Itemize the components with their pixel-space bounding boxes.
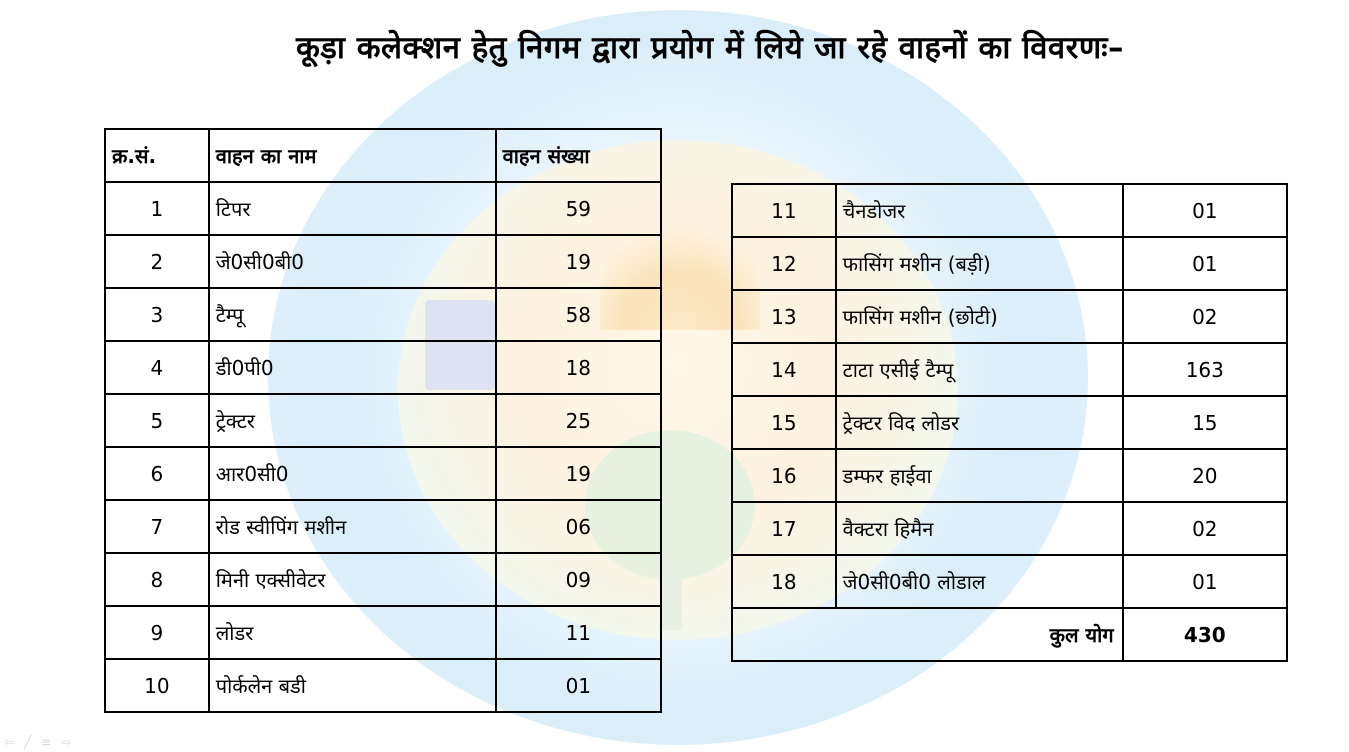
vehicle-count-cell: 18 (496, 341, 661, 394)
serial-cell: 15 (732, 396, 836, 449)
vehicle-count-cell: 19 (496, 235, 661, 288)
table-row (732, 555, 1287, 608)
vehicle-count-cell: 20 (1123, 449, 1287, 502)
total-label: कुल योग (732, 608, 1123, 661)
vehicle-count-cell: 01 (1123, 237, 1287, 290)
slide-nav-toolbar (4, 735, 81, 749)
vehicle-name-cell: फासिंग मशीन (छोटी) (836, 290, 1123, 343)
table-row (732, 290, 1287, 343)
vehicle-name-cell: डी0पी0 (209, 341, 496, 394)
serial-cell: 7 (105, 500, 209, 553)
serial-cell: 10 (105, 659, 209, 712)
table-row (105, 235, 661, 288)
vehicle-count-cell: 02 (1123, 502, 1287, 555)
vehicle-name-cell: ट्रेक्टर (209, 394, 496, 447)
vehicle-count-cell: 58 (496, 288, 661, 341)
vehicle-name-cell: टिपर (209, 182, 496, 235)
serial-cell: 1 (105, 182, 209, 235)
table-row (105, 288, 661, 341)
vehicle-name-cell: टाटा एसीई टैम्पू (836, 343, 1123, 396)
serial-cell: 3 (105, 288, 209, 341)
page-title: कूड़ा कलेक्शन हेतु निगम द्वारा प्रयोग में लिये जा रहे वाहनों का विवरणः– (296, 30, 1125, 66)
table-row (105, 447, 661, 500)
table-row (732, 396, 1287, 449)
menu-icon[interactable]: ≡ (41, 735, 62, 749)
vehicle-name-cell: डम्फर हाईवा (836, 449, 1123, 502)
table-row (105, 182, 661, 235)
watermark-tree-trunk (660, 560, 682, 630)
vehicle-name-cell: जे0सी0बी0 (209, 235, 496, 288)
header-vehicle-name: वाहन का नाम (209, 129, 496, 182)
vehicle-name-cell: पोर्कलेन बडी (209, 659, 496, 712)
table-row (105, 553, 661, 606)
table-row (105, 500, 661, 553)
table-header-row (105, 129, 661, 182)
serial-cell: 17 (732, 502, 836, 555)
vehicle-count-cell: 15 (1123, 396, 1287, 449)
table-row (732, 449, 1287, 502)
vehicle-name-cell: चैनडोजर (836, 184, 1123, 237)
vehicle-name-cell: वैक्टरा हिमैन (836, 502, 1123, 555)
serial-cell: 12 (732, 237, 836, 290)
next-arrow-icon[interactable]: ⇨ (61, 735, 82, 749)
vehicle-name-cell: फासिंग मशीन (बड़ी) (836, 237, 1123, 290)
vehicle-count-cell: 59 (496, 182, 661, 235)
pen-icon[interactable]: ╱ (24, 735, 42, 749)
vehicle-count-cell: 06 (496, 500, 661, 553)
vehicle-name-cell: आर0सी0 (209, 447, 496, 500)
header-vehicle-count: वाहन संख्या (496, 129, 661, 182)
vehicle-count-cell: 01 (1123, 184, 1287, 237)
serial-cell: 4 (105, 341, 209, 394)
serial-cell: 2 (105, 235, 209, 288)
vehicle-name-cell: मिनी एक्सीवेटर (209, 553, 496, 606)
vehicle-count-cell: 01 (496, 659, 661, 712)
table-row (732, 184, 1287, 237)
serial-cell: 14 (732, 343, 836, 396)
vehicle-count-cell: 02 (1123, 290, 1287, 343)
serial-cell: 6 (105, 447, 209, 500)
vehicle-name-cell: ट्रेक्टर विद लोडर (836, 396, 1123, 449)
total-value: 430 (1123, 608, 1287, 661)
table-row (732, 237, 1287, 290)
total-row (732, 608, 1287, 661)
serial-cell: 16 (732, 449, 836, 502)
table-row (105, 659, 661, 712)
table-row (105, 394, 661, 447)
vehicle-count-cell: 19 (496, 447, 661, 500)
serial-cell: 18 (732, 555, 836, 608)
vehicle-name-cell: रोड स्वीपिंग मशीन (209, 500, 496, 553)
vehicle-count-cell: 11 (496, 606, 661, 659)
table-row (105, 341, 661, 394)
serial-cell: 8 (105, 553, 209, 606)
vehicle-table-left (104, 128, 662, 713)
vehicle-name-cell: लोडर (209, 606, 496, 659)
vehicle-table-right (731, 183, 1288, 662)
header-serial: क्र.सं. (105, 129, 209, 182)
vehicle-count-cell: 25 (496, 394, 661, 447)
vehicle-count-cell: 01 (1123, 555, 1287, 608)
vehicle-name-cell: जे0सी0बी0 लोडाल (836, 555, 1123, 608)
serial-cell: 9 (105, 606, 209, 659)
serial-cell: 13 (732, 290, 836, 343)
serial-cell: 5 (105, 394, 209, 447)
serial-cell: 11 (732, 184, 836, 237)
table-row (732, 343, 1287, 396)
prev-arrow-icon[interactable]: ⇦ (4, 735, 25, 749)
vehicle-count-cell: 09 (496, 553, 661, 606)
vehicle-name-cell: टैम्पू (209, 288, 496, 341)
table-row (732, 502, 1287, 555)
table-row (105, 606, 661, 659)
vehicle-count-cell: 163 (1123, 343, 1287, 396)
